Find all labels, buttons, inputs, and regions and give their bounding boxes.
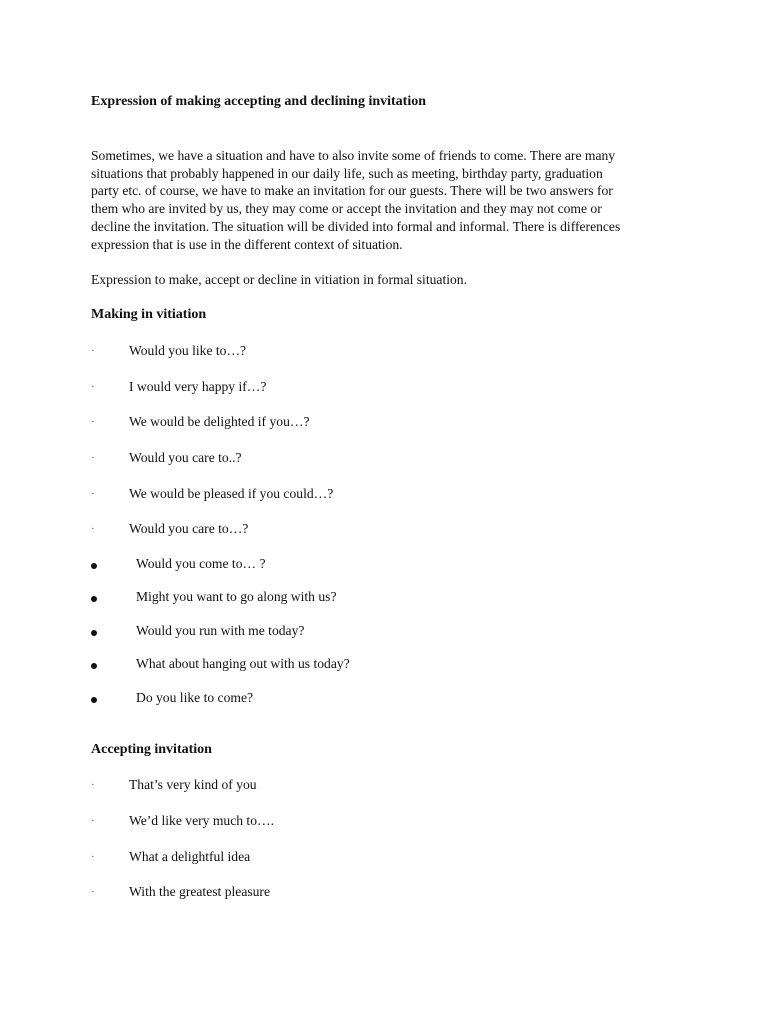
- making-item: Would you care to…?: [129, 521, 249, 536]
- bullet-dot: ·: [91, 488, 95, 500]
- making-item: Would you come to… ?: [136, 556, 266, 571]
- intro-line: decline the invitation. The situation will be divided into formal and informal. There is differences: [91, 218, 621, 234]
- bullet-dot: ·: [91, 416, 95, 428]
- making-item: We would be pleased if you could…?: [129, 486, 334, 501]
- making-item: Would you care to..?: [129, 450, 242, 465]
- making-item: Do you like to come?: [136, 690, 254, 705]
- making-item: Might you want to go along with us?: [136, 589, 337, 604]
- making-item: What about hanging out with us today?: [136, 656, 350, 671]
- intro-line: Sometimes, we have a situation and have to also invite some of friends to come. There are many: [91, 148, 616, 163]
- accepting-item: We’d like very much to….: [129, 813, 274, 828]
- document-title: Expression of making accepting and declining invitation: [91, 94, 427, 109]
- bullet-disc-icon: [91, 630, 97, 636]
- bullet-dot: ·: [91, 851, 95, 863]
- formal-situation-note: Expression to make, accept or decline in vitiation in formal situation.: [91, 272, 467, 287]
- accepting-item: That’s very kind of you: [129, 777, 257, 792]
- accepting-item: With the greatest pleasure: [129, 884, 270, 899]
- intro-line: them who are invited by us, they may come or accept the invitation and they may not come or: [91, 201, 602, 217]
- bullet-dot: ·: [91, 886, 95, 898]
- intro-line: situations that probably happened in our daily life, such as meeting, birthday party, graduation: [91, 165, 603, 181]
- accepting-item: What a delightful idea: [129, 849, 251, 864]
- bullet-dot: ·: [91, 779, 95, 791]
- intro-paragraph: [91, 147, 691, 253]
- bullet-dot: ·: [91, 815, 95, 827]
- making-item: I would very happy if…?: [129, 379, 267, 394]
- bullet-disc-icon: [91, 563, 97, 569]
- making-item: We would be delighted if you…?: [129, 414, 310, 429]
- intro-line: expression that is use in the different context of situation.: [91, 236, 403, 252]
- bullet-dot: ·: [91, 345, 95, 357]
- bullet-dot: ·: [91, 452, 95, 464]
- making-item: Would you run with me today?: [136, 623, 305, 638]
- bullet-dot: ·: [91, 381, 95, 393]
- bullet-disc-icon: [91, 596, 97, 602]
- making-item: Would you like to…?: [129, 343, 247, 358]
- accepting-invitation-heading: Accepting invitation: [91, 742, 212, 757]
- intro-line: party etc. of course, we have to make an invitation for our guests. There will be two answers for: [91, 183, 613, 199]
- bullet-disc-icon: [91, 697, 97, 703]
- bullet-dot: ·: [91, 523, 95, 535]
- making-invitation-heading: Making in vitiation: [91, 307, 207, 322]
- bullet-disc-icon: [91, 663, 97, 669]
